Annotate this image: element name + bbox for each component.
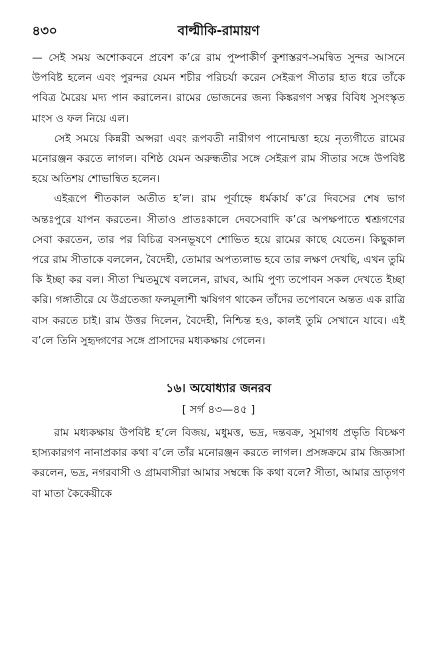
paragraph: — সেই সময় অশোকবনে প্রবেশ ক’রে রাম পুষ্পাকীর্ণ কুশাস্তরণ-সমন্বিত সুন্দর আসনে উপবিষ্ট হলেন এবং পুরন্দর যেমন শচীর পরিচর্যা করেন সেইরূপ সীতার হাত ধরে তাঁকে পবিত্র মৈরেয় মদ্য পান করালেন। রামের ভোজনের জন্য কিঙ্করগণ সত্বর বিবিধ সুসংস্কৃত মাংস ও ফল নিয়ে এল। bbox=[32, 52, 405, 125]
main-text bbox=[32, 48, 405, 504]
paragraph: এইরূপে শীতকাল অতীত হ’ল। রাম পূর্বাহ্নে ধর্মকার্য ক’রে দিবসের শেষ ভাগ অন্তঃপুরে যাপন করতেন। সীতাও প্রাতঃকালে দেবসেবাদি ক’রে অপক্ষপাতে শ্বশ্রূগণের সেবা করতেন, তার পর বিচিত্র বসনভূষণে শোভিত হয়ে রামের কাছে যেতেন। কিছুকাল পরে রাম সীতাকে বললেন, বৈদেহী, তোমার অপত্যলাভ হবে তার লক্ষণ দেখছি, এখন তুমি কি ইচ্ছা কর বল। সীতা স্মিতমুখে বললেন, রাঘব, আমি পুণ্য তপোবন সকল দেখতে ইচ্ছা করি। গঙ্গাতীরে যে উগ্রতেজা ফলমূলাশী ঋষিগণ থাকেন তাঁদের তপোবনে অন্তত এক রাত্রি বাস করতে চাই। রাম উত্তর দিলেন, বৈদেহী, নিশ্চিন্ত হও, কালই তুমি সেখানে যাবে। এই ব’লে তিনি সুহৃদ্গণের সঙ্গে প্রাসাদের মধ্যকক্ষায় গেলেন। bbox=[32, 193, 405, 347]
page-number: ৪৩০ bbox=[32, 24, 58, 39]
section-heading: ১৬। অযোধ্যার জনরব bbox=[165, 381, 272, 396]
running-head bbox=[32, 20, 405, 42]
paragraph: সেই সময়ে কিন্নরী অপ্সরা এবং রূপবতী নারীগণ পানোন্মত্তা হয়ে নৃত্যগীতে রামের মনোরঞ্জন করতে লাগল। বশিষ্ঠ যেমন অরুন্ধতীর সঙ্গে সেইরূপ রাম সীতার সঙ্গে উপবিষ্ট হয়ে অতিশয় শোভান্বিত হলেন। bbox=[32, 132, 405, 186]
running-title: বাল্মীকি-রামায়ণ bbox=[177, 24, 260, 39]
paragraph: রাম মধ্যকক্ষায় উপবিষ্ট হ’লে বিজয়, মধুমত্ত, ভদ্র, দন্তবক্র, সুমাগধ প্রভৃতি বিচক্ষণ হাস্যকারগণ নানাপ্রকার কথা ব’লে তাঁর মনোরঞ্জন করতে লাগল। প্রসঙ্গক্রমে রাম জিজ্ঞাসা করলেন, ভদ্র, নগরবাসী ও গ্রামবাসীরা আমার সম্বন্ধে কি কথা বলে? সীতা, আমার ভ্রাতৃগণ বা মাতা কৈকেয়ীকে bbox=[32, 427, 405, 500]
canto-reference: [ সর্গ ৪৩—৪৫ ] bbox=[181, 403, 256, 417]
section-gap bbox=[32, 351, 405, 377]
